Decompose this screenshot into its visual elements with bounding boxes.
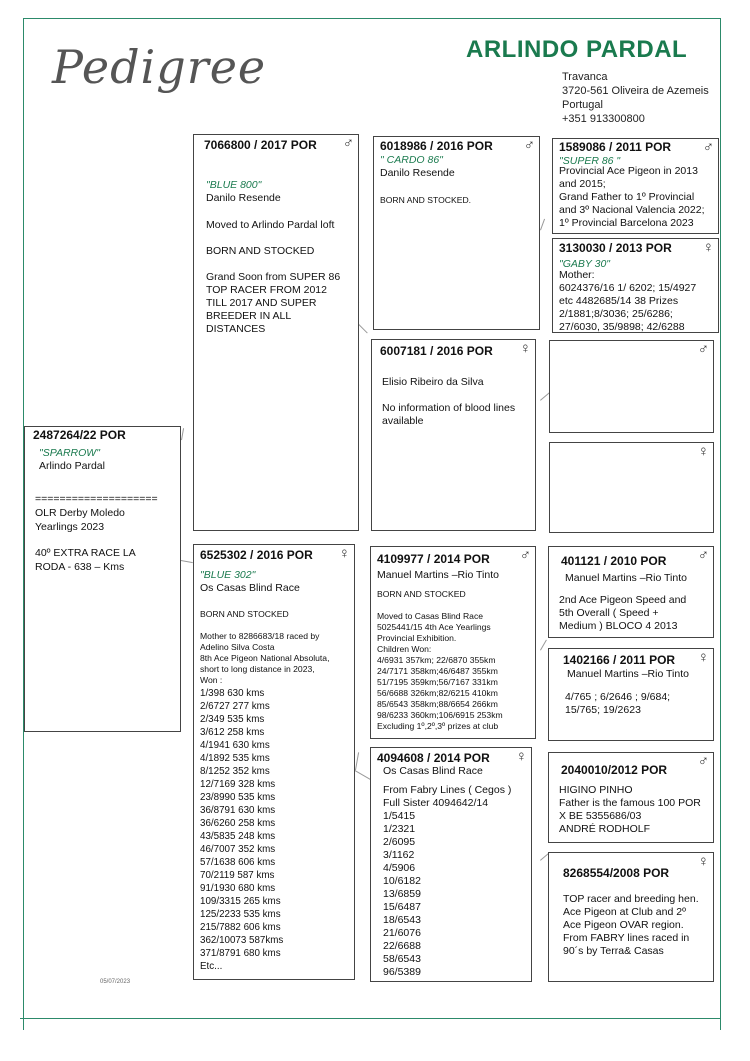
- info-line: 2nd Ace Pigeon Speed and: [559, 594, 687, 606]
- address-line: 3720-561 Oliveira de Azemeis: [562, 85, 709, 97]
- race-result: Etc...: [200, 961, 223, 972]
- info-line: and 2015;: [559, 178, 606, 190]
- connector-line: [181, 428, 184, 440]
- info-line: 5th Overall ( Speed +: [559, 607, 659, 619]
- race-result: 36/6260 258 kms: [200, 818, 276, 829]
- race-result: 1/398 630 kms: [200, 688, 265, 699]
- dsd-box: [548, 648, 714, 741]
- owner-name: Manuel Martins –Rio Tinto: [565, 572, 687, 584]
- address-block: [562, 70, 709, 126]
- female-symbol: ♀: [519, 340, 531, 357]
- info-line: No information of blood lines: [382, 402, 516, 414]
- race-results: [200, 687, 283, 973]
- male-symbol: ♂: [342, 135, 354, 152]
- race-result: 371/8791 680 kms: [200, 948, 281, 959]
- info-line: TOP RACER FROM 2012: [206, 284, 327, 296]
- info-line: Provincial Ace Pigeon in 2013: [559, 165, 698, 177]
- info-line: 4/765 ; 6/2646 ; 9/684;: [565, 691, 671, 703]
- dam-box: [193, 544, 355, 980]
- ring-number: 1589086 / 2011 POR: [559, 140, 672, 154]
- sds-box: [549, 340, 714, 433]
- race-result: 3/612 258 kms: [200, 727, 265, 738]
- info-line: Yearlings 2023: [35, 521, 105, 533]
- owner-name: Danilo Resende: [206, 192, 281, 204]
- dss-box: [548, 546, 714, 638]
- race-result: 91/1930 680 kms: [200, 883, 276, 894]
- owner-name: Manuel Martins –Rio Tinto: [377, 569, 499, 581]
- sire-box: [193, 134, 359, 531]
- frame-bottom-line: [20, 1018, 720, 1019]
- connector-line: [355, 770, 371, 780]
- separator-text: ====================: [35, 493, 158, 505]
- pigeon-name: "BLUE 800": [206, 179, 262, 191]
- info-line: short to long distance in 2023,: [200, 664, 315, 674]
- info-line: Adelino Silva Costa: [200, 642, 275, 652]
- frame-top-line: [24, 18, 720, 19]
- dds-box: [548, 752, 714, 843]
- race-result: 21/6076: [383, 927, 421, 939]
- ssd-box: [552, 238, 719, 333]
- female-symbol: ♀: [338, 545, 350, 562]
- info-line: BREEDER IN ALL: [206, 310, 292, 322]
- pigeon-name: "SPARROW": [39, 447, 100, 459]
- pigeon-name: "BLUE 302": [200, 569, 256, 581]
- info-line: 40º EXTRA RACE LA: [35, 547, 136, 559]
- owner-name: Os Casas Blind Race: [383, 765, 483, 777]
- female-symbol: ♀: [697, 443, 709, 460]
- sire-dam-box: [371, 339, 536, 531]
- address-line: Portugal: [562, 99, 603, 111]
- info-line: 15/765; 19/2623: [565, 704, 641, 716]
- ring-number: 2040010/2012 POR: [561, 763, 668, 777]
- info-line: RODA - 638 – Kms: [35, 561, 125, 573]
- dam-sire-box: [370, 546, 536, 739]
- race-result: 8/1252 352 kms: [200, 766, 270, 777]
- owner-name: Arlindo Pardal: [39, 460, 105, 472]
- info-line: Children Won:: [377, 644, 432, 654]
- owner-name: Os Casas Blind Race: [200, 582, 300, 594]
- race-result: 215/7882 606 kms: [200, 922, 281, 933]
- info-line: and 3º Nacional Valencia 2022;: [559, 204, 705, 216]
- race-result: 56/6688 326km;82/6215 410km: [377, 688, 498, 698]
- info-line: Moved to Casas Blind Race: [377, 611, 484, 621]
- race-results: [383, 810, 421, 979]
- address-line: +351 913300800: [562, 113, 645, 125]
- ring-number: 401121 / 2010 POR: [561, 554, 667, 568]
- info-line: BORN AND STOCKED: [200, 609, 289, 619]
- race-result: 109/3315 265 kms: [200, 896, 281, 907]
- race-result: 98/6233 360km;106/6915 253km: [377, 710, 503, 720]
- info-line: Medium ) BLOCO 4 2013: [559, 620, 678, 632]
- info-line: Grand Father to 1º Provincial: [559, 191, 695, 203]
- owner-name: Danilo Resende: [380, 167, 455, 179]
- race-result: 12/7169 328 kms: [200, 779, 276, 790]
- pigeon-name: "GABY 30": [559, 258, 611, 270]
- race-result: 10/6182: [383, 875, 421, 887]
- info-line: 27/6030, 35/9898; 42/6288: [559, 321, 685, 333]
- ring-number: 4094608 / 2014 POR: [377, 751, 490, 765]
- info-line: 90´s by Terra& Casas: [563, 945, 664, 957]
- race-result: 57/1638 606 kms: [200, 857, 276, 868]
- connector-line: [355, 752, 359, 770]
- male-symbol: ♂: [523, 137, 535, 154]
- race-results: [377, 655, 503, 732]
- pigeon-name: "SUPER 86 ": [559, 155, 621, 167]
- info-line: X BE 5355686/03: [559, 810, 642, 822]
- race-result: 96/5389: [383, 966, 421, 978]
- info-line: 5025441/15 4th Ace Yearlings: [377, 622, 491, 632]
- male-symbol: ♂: [697, 341, 709, 358]
- female-symbol: ♀: [515, 748, 527, 765]
- info-line: etc 4482685/14 38 Prizes: [559, 295, 679, 307]
- footer-date: 05/07/2023: [100, 979, 131, 985]
- male-symbol: ♂: [697, 753, 709, 770]
- female-symbol: ♀: [702, 239, 714, 256]
- subject-box: [24, 426, 181, 732]
- race-result: 85/6543 358km;88/6654 266km: [377, 699, 498, 709]
- owner-name: Elisio Ribeiro da Silva: [382, 376, 484, 388]
- race-result: 3/1162: [383, 849, 415, 861]
- info-line: 8th Ace Pigeon National Absoluta,: [200, 653, 330, 663]
- race-result: Excluding 1º,2º,3º prizes at club: [377, 721, 499, 731]
- male-symbol: ♂: [702, 139, 714, 156]
- connector-line: [540, 219, 545, 231]
- info-line: Mother to 8286683/18 raced by: [200, 631, 320, 641]
- race-result: 22/6688: [383, 940, 421, 952]
- sdd-box: [549, 442, 714, 533]
- male-symbol: ♂: [697, 547, 709, 564]
- race-result: 125/2233 535 kms: [200, 909, 281, 920]
- ring-number: 8268554/2008 POR: [563, 866, 670, 880]
- info-line: Full Sister 4094642/14: [383, 797, 489, 809]
- info-line: available: [382, 415, 424, 427]
- ring-number: 6525302 / 2016 POR: [200, 548, 313, 562]
- race-result: 2/349 535 kms: [200, 714, 265, 725]
- info-line: OLR Derby Moledo: [35, 507, 125, 519]
- info-line: TOP racer and breeding hen.: [563, 893, 699, 905]
- info-line: Moved to Arlindo Pardal loft: [206, 219, 335, 231]
- info-line: 1º Provincial Barcelona 2023: [559, 217, 694, 229]
- info-line: BORN AND STOCKED: [206, 245, 315, 257]
- race-result: 24/7171 358km;46/6487 355km: [377, 666, 498, 676]
- info-line: Won :: [200, 675, 223, 685]
- info-line: 6024376/16 1/ 6202; 15/4927: [559, 282, 697, 294]
- info-line: BORN AND STOCKED: [377, 589, 466, 599]
- info-line: TILL 2017 AND SUPER: [206, 297, 317, 309]
- info-line: From FABRY lines raced in: [563, 932, 690, 944]
- dam-dam-box: [370, 747, 532, 982]
- info-line: Father is the famous 100 POR: [559, 797, 701, 809]
- frame-right-line: [720, 18, 721, 1030]
- info-line: From Fabry Lines ( Cegos ): [383, 784, 512, 796]
- info-line: 2/1881;8/3036; 25/6286;: [559, 308, 673, 320]
- race-result: 18/6543: [383, 914, 421, 926]
- race-result: 4/1941 630 kms: [200, 740, 270, 751]
- info-line: Ace Pigeon OVAR region.: [563, 919, 684, 931]
- ring-number: 1402166 / 2011 POR: [563, 653, 676, 667]
- ring-number: 3130030 / 2013 POR: [559, 241, 672, 255]
- ring-number: 4109977 / 2014 POR: [377, 552, 490, 566]
- race-result: 2/6727 277 kms: [200, 701, 270, 712]
- race-result: 43/5835 248 kms: [200, 831, 276, 842]
- page-title: Pedigree: [52, 40, 267, 94]
- race-result: 46/7007 352 kms: [200, 844, 276, 855]
- info-line: HIGINO PINHO: [559, 784, 633, 796]
- pigeon-name: " CARDO 86": [380, 154, 443, 166]
- ring-number: 6007181 / 2016 POR: [380, 344, 493, 358]
- race-result: 13/6859: [383, 888, 421, 900]
- info-line: Provincial Exhibition.: [377, 633, 457, 643]
- ring-number: 6018986 / 2016 POR: [380, 139, 493, 153]
- sss-box: [552, 138, 719, 234]
- race-result: 70/2119 587 kms: [200, 870, 275, 881]
- info-line: Grand Soon from SUPER 86: [206, 271, 341, 283]
- brand-name: ARLINDO PARDAL: [466, 36, 688, 63]
- race-result: 51/7195 359km;56/7167 331km: [377, 677, 498, 687]
- ring-number: 2487264/22 POR: [33, 428, 126, 442]
- female-symbol: ♀: [697, 649, 709, 666]
- sire-sire-box: [373, 136, 540, 330]
- info-line: Ace Pigeon at Club and 2º: [563, 906, 686, 918]
- address-line: Travanca: [562, 71, 608, 83]
- info-line: BORN AND STOCKED.: [380, 195, 472, 205]
- race-result: 4/5906: [383, 862, 416, 874]
- connector-line: [540, 640, 547, 651]
- info-line: Mother:: [559, 269, 595, 281]
- race-result: 4/6931 357km; 22/6870 355km: [377, 655, 496, 665]
- race-result: 15/6487: [383, 901, 421, 913]
- ddd-box: [548, 852, 714, 982]
- race-result: 1/5415: [383, 810, 416, 822]
- race-result: 23/8990 535 kms: [200, 792, 276, 803]
- male-symbol: ♂: [519, 547, 531, 564]
- race-result: 2/6095: [383, 836, 416, 848]
- race-result: 4/1892 535 kms: [200, 753, 270, 764]
- ring-number: 7066800 / 2017 POR: [204, 138, 317, 152]
- info-line: ANDRÉ RODHOLF: [559, 823, 651, 835]
- race-result: 36/8791 630 kms: [200, 805, 276, 816]
- owner-name: Manuel Martins –Rio Tinto: [567, 668, 689, 680]
- connector-line: [181, 560, 193, 563]
- race-result: 1/2321: [383, 823, 416, 835]
- race-result: 58/6543: [383, 953, 421, 965]
- info-line: DISTANCES: [206, 323, 266, 335]
- female-symbol: ♀: [697, 853, 709, 870]
- race-result: 362/10073 587kms: [200, 935, 284, 946]
